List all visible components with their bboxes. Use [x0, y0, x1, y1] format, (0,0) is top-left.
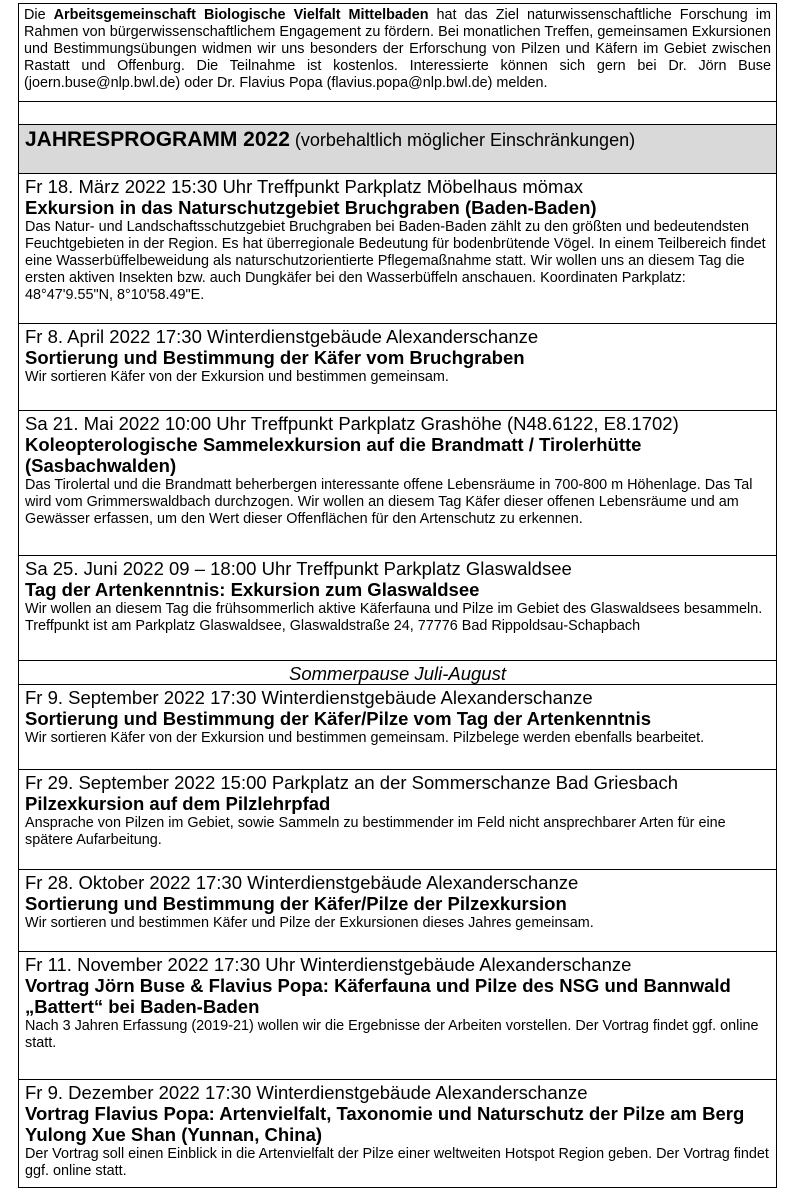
event-description: Wir wollen an diesem Tag die frühsommerlich aktive Käferfauna und Pilze im Gebiet des Glaswaldsees besammeln. Treffpunkt ist am Parkplatz Glaswaldsee, Glaswaldstraße 24, 77776 Bad Rippoldsau-Schapbach	[25, 601, 763, 634]
event-date-location: Fr 11. November 2022 17:30 Uhr Winterdienstgebäude Alexanderschanze	[25, 954, 632, 975]
intro-text: hat das Ziel naturwissenschaftliche Forschung im Rahmen von bürgerwissenschaftlichem Engagement zu fördern. Bei monatlichen Treffen, gemeinsamen Exkursionen und Bestimmungsübungen widmen wir uns besonders der Erforschung von Pilzen und Käfern im Gebiet zwischen Rastatt und Offenburg. Die Teilnahme ist kostenlos. Interessierte können sich gern bei Dr. Jörn Buse (joern.buse@nlp.bwl.de) oder Dr. Flavius Popa (flavius.popa@nlp.bwl.de) melden.	[24, 7, 771, 91]
event-row	[19, 174, 776, 324]
event-date-location: Sa 25. Juni 2022 09 – 18:00 Uhr Treffpunkt Parkplatz Glaswaldsee	[25, 558, 572, 579]
spacer-row	[19, 102, 776, 125]
event-date-location: Fr 29. September 2022 15:00 Parkplatz an der Sommerschanze Bad Griesbach	[25, 772, 678, 793]
program-subtitle: (vorbehaltlich möglicher Einschränkungen)	[289, 130, 636, 150]
event-title: Koleopterologische Sammelexkursion auf die Brandmatt / Tirolerhütte (Sasbachwalden)	[25, 434, 642, 476]
event-description: Ansprache von Pilzen im Gebiet, sowie Sammeln zu bestimmender im Feld nicht ansprechbarer Arten für eine spätere Aufarbeitung.	[25, 815, 726, 848]
program-sheet	[18, 3, 777, 1188]
intro-prefix: Die	[24, 7, 54, 23]
event-title: Tag der Artenkenntnis: Exkursion zum Glaswaldsee	[25, 579, 480, 600]
event-description: Das Tirolertal und die Brandmatt beherbergen interessante offene Lebensräume in 700-800 m Höhenlage. Das Tal wird vom Grimmerswaldbach durchzogen. Wir wollen an diesem Tag Käfer dieser offenen Lebensräume und am Gewässer erfassen, um den Wert dieser Offenflächen für den Artenschutz zu erkennen.	[25, 477, 753, 527]
program-title: JAHRESPROGRAMM 2022	[25, 128, 290, 151]
event-description: Nach 3 Jahren Erfassung (2019-21) wollen wir die Ergebnisse der Arbeiten vorstellen. Der Vortrag findet ggf. online statt.	[25, 1018, 759, 1051]
event-title: Pilzexkursion auf dem Pilzlehrpfad	[25, 793, 331, 814]
event-title: Sortierung und Bestimmung der Käfer/Pilze der Pilzexkursion	[25, 893, 567, 914]
event-title: Exkursion in das Naturschutzgebiet Bruchgraben (Baden-Baden)	[25, 197, 597, 218]
event-date-location: Fr 9. Dezember 2022 17:30 Winterdienstgebäude Alexanderschanze	[25, 1082, 588, 1103]
program-heading	[19, 125, 776, 174]
event-date-location: Sa 21. Mai 2022 10:00 Uhr Treffpunkt Parkplatz Grashöhe (N48.6122, E8.1702)	[25, 413, 679, 434]
event-title: Sortierung und Bestimmung der Käfer vom Bruchgraben	[25, 347, 525, 368]
event-date-location: Fr 8. April 2022 17:30 Winterdienstgebäude Alexanderschanze	[25, 326, 539, 347]
event-date-location: Fr 9. September 2022 17:30 Winterdienstgebäude Alexanderschanze	[25, 687, 593, 708]
organization-name: Arbeitsgemeinschaft Biologische Vielfalt Mittelbaden	[53, 7, 429, 23]
event-row	[19, 770, 776, 870]
intro-paragraph	[19, 4, 776, 102]
event-row	[19, 411, 776, 556]
event-title: Sortierung und Bestimmung der Käfer/Pilze vom Tag der Artenkenntnis	[25, 708, 652, 729]
event-row	[19, 952, 776, 1080]
event-description: Das Natur- und Landschaftsschutzgebiet Bruchgraben bei Baden-Baden zählt zu den größten und bedeutendsten Feuchtgebieten in der Region. Es hat überregionale Bedeutung für bodenbrütende Vögel. In einem Teilbereich findet eine Wasserbüffelbeweidung als naturschutzorientierte Pflegemaßnahme statt. Wir wollen uns an diesem Tag die ersten aktiven Insekten bzw. auch Dungkäfer bei den Wasserbüffeln anschauen. Koordinaten Parkplatz: 48°47'9.55"N, 8°10'58.49"E.	[25, 219, 766, 303]
event-description: Wir sortieren und bestimmen Käfer und Pilze der Exkursionen dieses Jahres gemeinsam.	[25, 915, 594, 931]
event-date-location: Fr 18. März 2022 15:30 Uhr Treffpunkt Parkplatz Möbelhaus mömax	[25, 176, 584, 197]
event-description: Der Vortrag soll einen Einblick in die Artenvielfalt der Pilze einer weltweiten Hotspot Region geben. Der Vortrag findet ggf. online statt.	[25, 1146, 769, 1179]
event-title: Vortrag Jörn Buse & Flavius Popa: Käferfauna und Pilze des NSG und Bannwald „Battert“ bei Baden-Baden	[25, 975, 731, 1017]
summer-break-label: Sommerpause Juli-August	[19, 661, 776, 685]
event-row	[19, 685, 776, 770]
event-description: Wir sortieren Käfer von der Exkursion und bestimmen gemeinsam. Pilzbelege werden ebenfalls bearbeitet.	[25, 730, 705, 746]
event-row	[19, 324, 776, 411]
event-date-location: Fr 28. Oktober 2022 17:30 Winterdienstgebäude Alexanderschanze	[25, 872, 579, 893]
event-description: Wir sortieren Käfer von der Exkursion und bestimmen gemeinsam.	[25, 369, 449, 385]
event-title: Vortrag Flavius Popa: Artenvielfalt, Taxonomie und Naturschutz der Pilze am Berg Yulong Xue Shan (Yunnan, China)	[25, 1103, 745, 1145]
event-row	[19, 556, 776, 661]
event-row	[19, 1080, 776, 1187]
event-row	[19, 870, 776, 952]
